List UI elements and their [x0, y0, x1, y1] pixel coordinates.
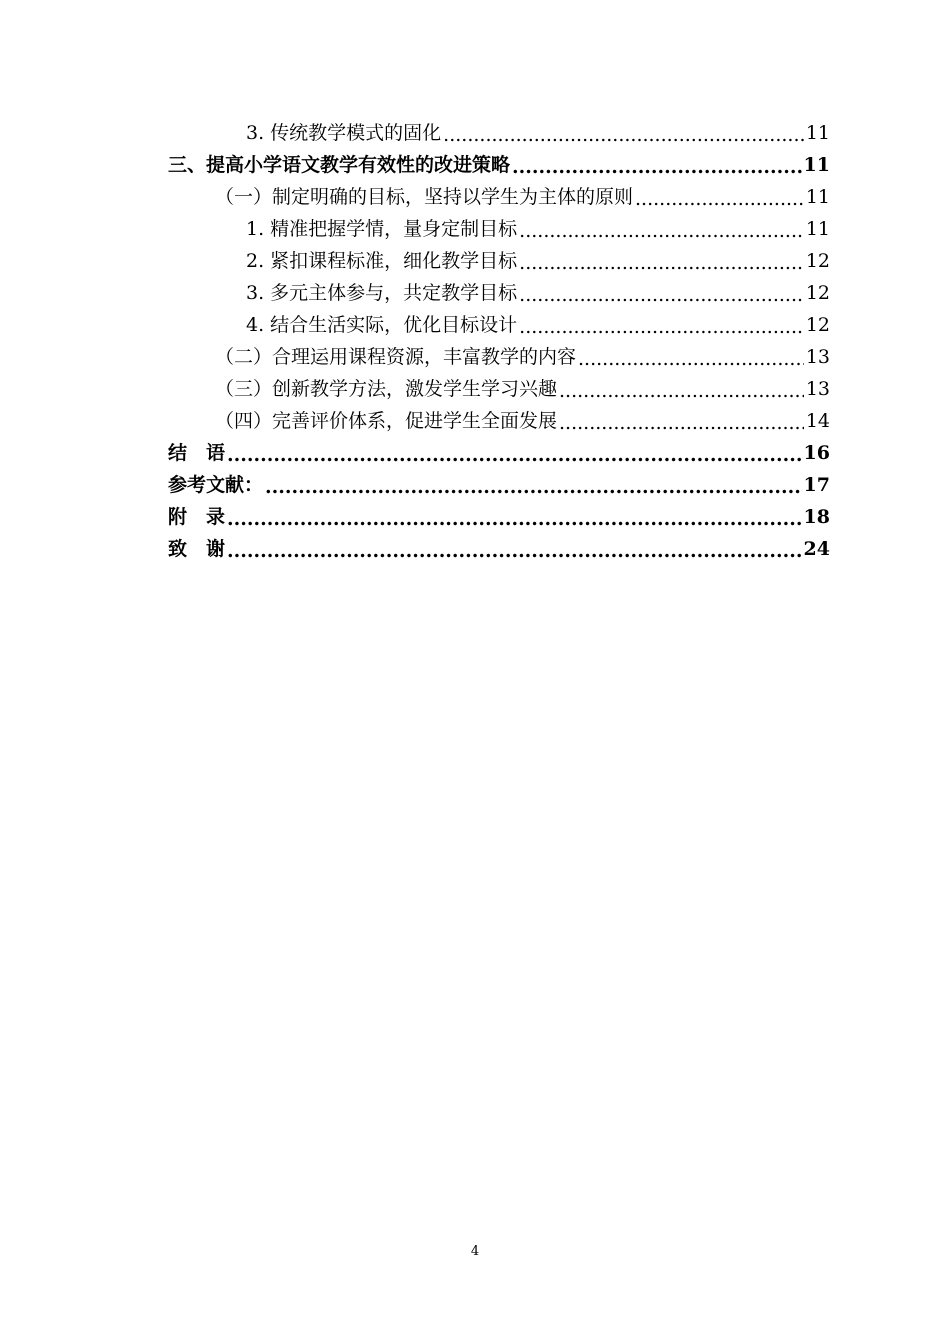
- toc-entry-title: 4. 结合生活实际，优化目标设计: [246, 309, 517, 341]
- toc-entry[interactable]: [168, 181, 830, 213]
- dot-leader: [519, 217, 804, 245]
- dot-leader: [227, 441, 802, 469]
- toc-entry[interactable]: [168, 373, 830, 405]
- toc-entry-title: 结 语: [168, 437, 225, 469]
- toc-entry[interactable]: [168, 469, 830, 501]
- page-number: 4: [470, 1244, 480, 1259]
- toc-entry-page: 24: [803, 538, 830, 560]
- toc-entry[interactable]: [168, 501, 830, 533]
- dot-leader: [227, 537, 802, 565]
- toc-entry[interactable]: [168, 149, 830, 181]
- toc-entry-page: 12: [805, 250, 830, 272]
- toc-entry[interactable]: [168, 341, 830, 373]
- toc-entry[interactable]: [168, 533, 830, 565]
- toc-entry-title: 致 谢: [168, 533, 225, 565]
- toc-entry-page: 11: [805, 186, 830, 208]
- toc-entry[interactable]: [168, 437, 830, 469]
- dot-leader: [265, 473, 802, 501]
- table-of-contents: [168, 117, 830, 565]
- dot-leader: [635, 185, 804, 213]
- dot-leader: [519, 281, 804, 309]
- dot-leader: [519, 313, 804, 341]
- toc-entry-page: 18: [803, 506, 830, 528]
- toc-entry-page: 13: [805, 346, 830, 368]
- toc-entry[interactable]: [168, 117, 830, 149]
- toc-entry-page: 17: [803, 474, 830, 496]
- toc-entry-title: 三、提高小学语文教学有效性的改进策略: [168, 149, 510, 181]
- toc-entry-page: 11: [805, 218, 830, 240]
- toc-entry[interactable]: [168, 309, 830, 341]
- toc-entry[interactable]: [168, 277, 830, 309]
- toc-entry-page: 16: [803, 442, 830, 464]
- dot-leader: [578, 345, 804, 373]
- toc-entry-title: （三）创新教学方法，激发学生学习兴趣: [215, 373, 557, 405]
- toc-entry[interactable]: [168, 213, 830, 245]
- toc-entry-title: 3. 多元主体参与，共定教学目标: [246, 277, 517, 309]
- dot-leader: [559, 409, 804, 437]
- toc-entry-page: 12: [805, 282, 830, 304]
- toc-entry-title: 附 录: [168, 501, 225, 533]
- toc-entry-page: 12: [805, 314, 830, 336]
- toc-entry[interactable]: [168, 405, 830, 437]
- toc-entry-title: 参考文献：: [168, 469, 263, 501]
- toc-entry[interactable]: [168, 245, 830, 277]
- toc-entry-title: 1. 精准把握学情，量身定制目标: [246, 213, 517, 245]
- dot-leader: [519, 249, 804, 277]
- dot-leader: [443, 121, 804, 149]
- toc-entry-title: 2. 紧扣课程标准，细化教学目标: [246, 245, 517, 277]
- toc-entry-page: 14: [805, 410, 830, 432]
- toc-entry-page: 11: [805, 122, 830, 144]
- toc-entry-title: （二）合理运用课程资源，丰富教学的内容: [215, 341, 576, 373]
- toc-entry-page: 13: [805, 378, 830, 400]
- toc-entry-title: 3. 传统教学模式的固化: [246, 117, 441, 149]
- toc-entry-title: （四）完善评价体系，促进学生全面发展: [215, 405, 557, 437]
- dot-leader: [559, 377, 804, 405]
- dot-leader: [512, 153, 802, 181]
- toc-entry-title: （一）制定明确的目标，坚持以学生为主体的原则: [215, 181, 633, 213]
- toc-entry-page: 11: [803, 154, 830, 176]
- dot-leader: [227, 505, 802, 533]
